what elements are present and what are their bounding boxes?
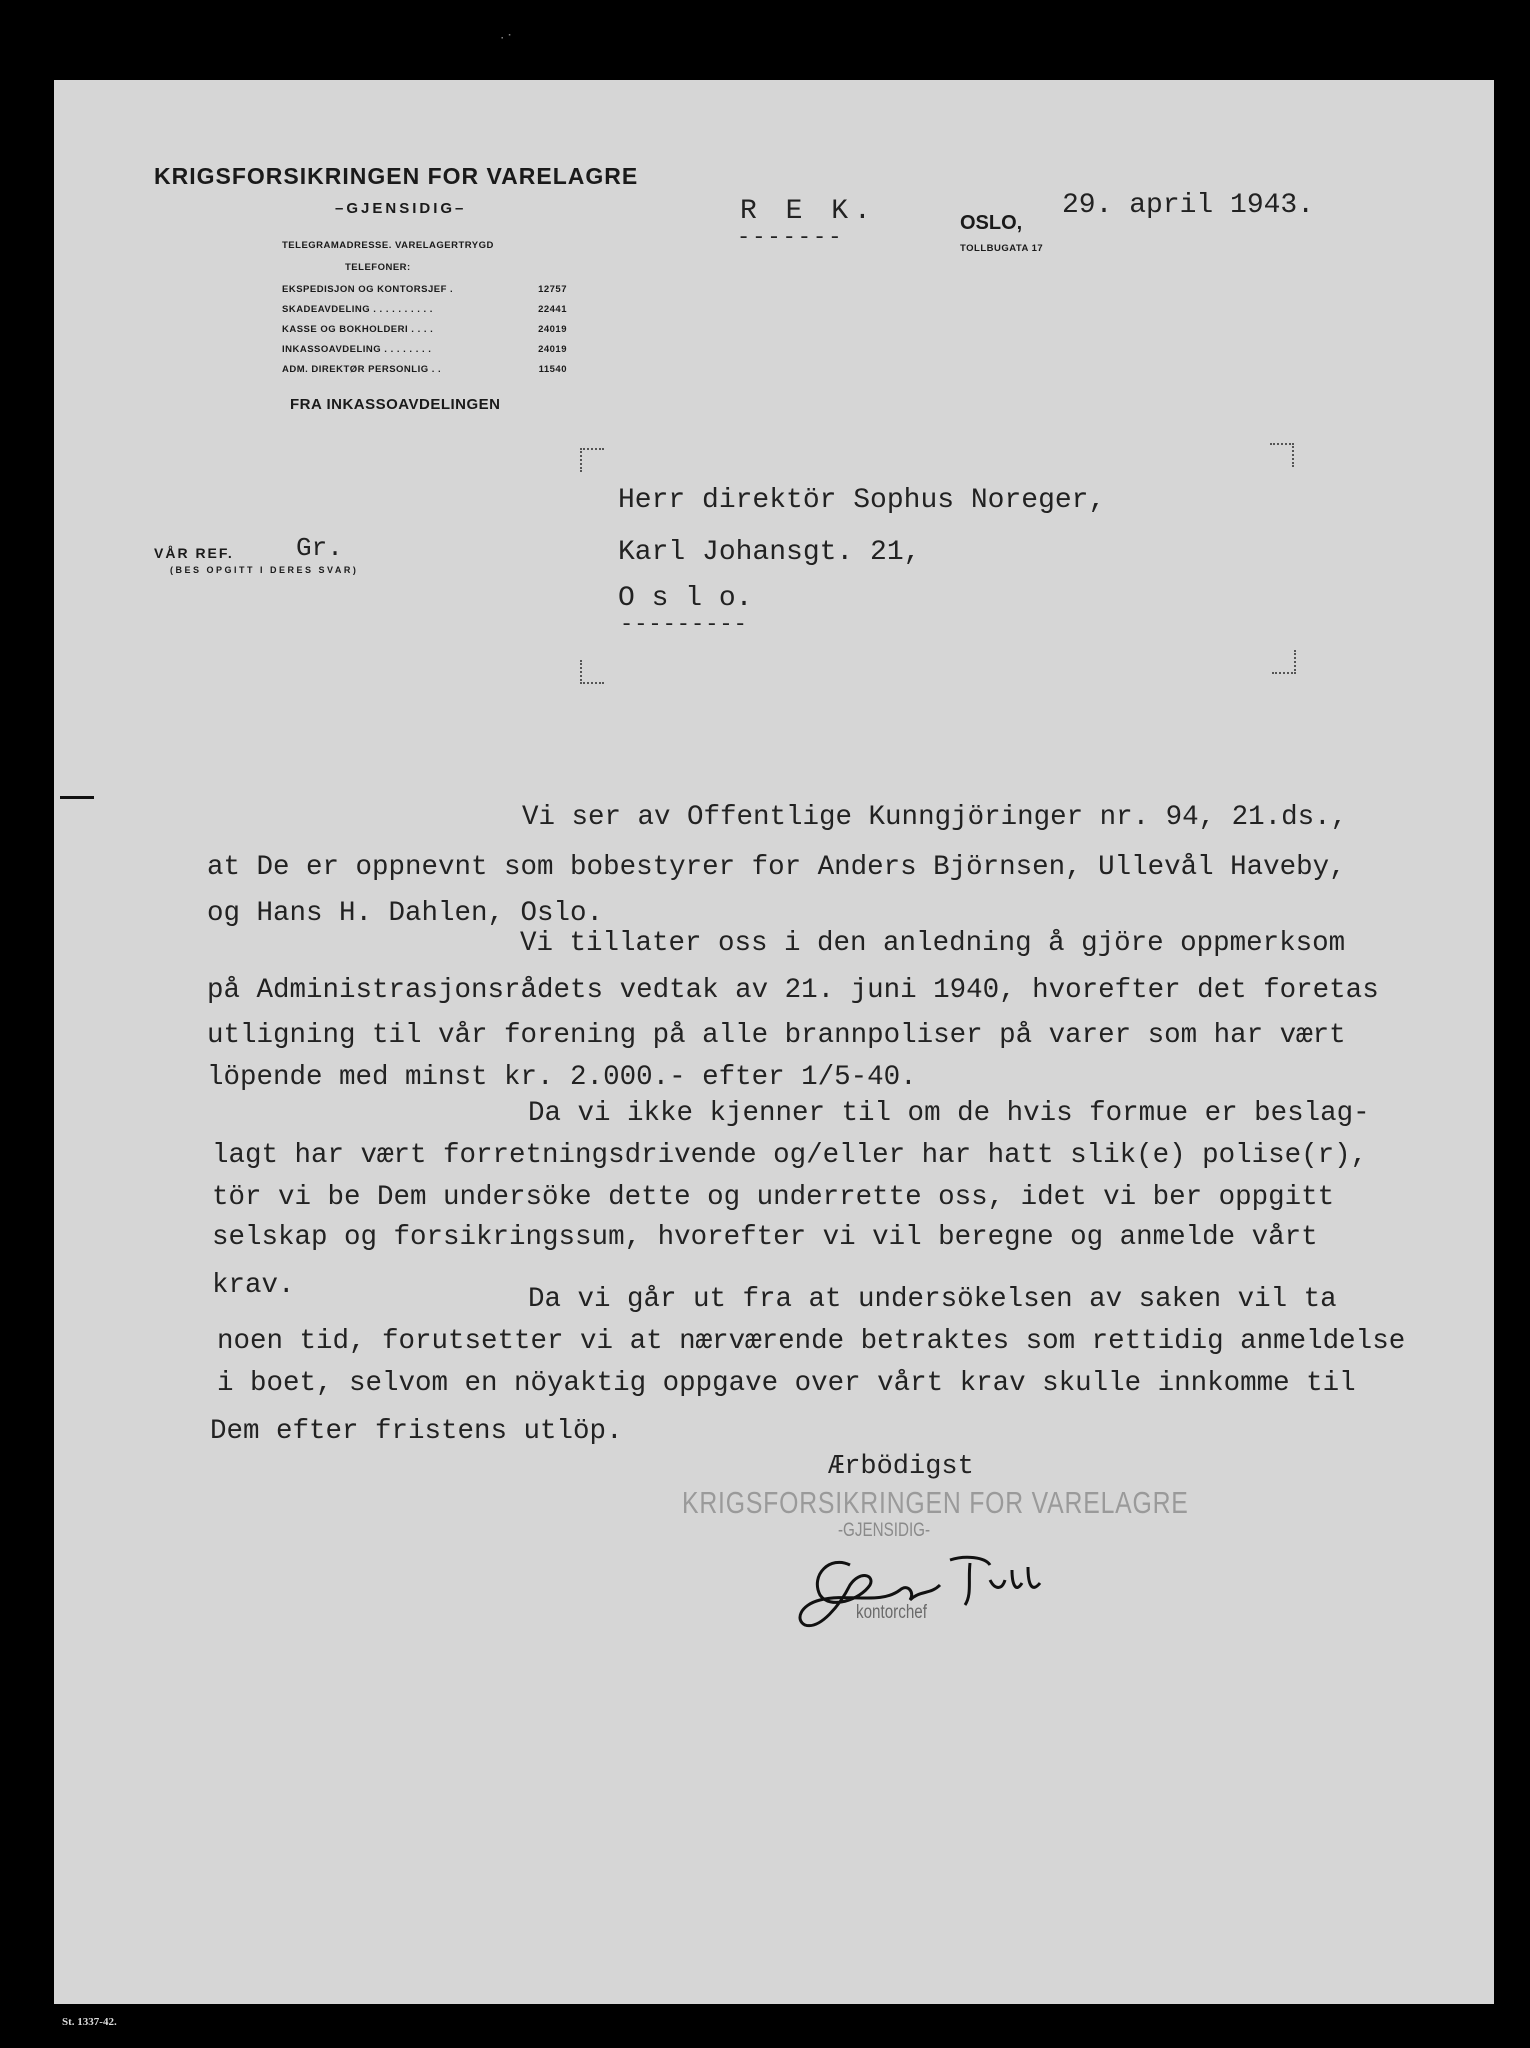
address-corner-tr xyxy=(1270,443,1294,467)
body-line: selskap og forsikringssum, hvorefter vi vil beregne og anmelde vårt xyxy=(212,1222,1318,1253)
body-line: Dem efter fristens utlöp. xyxy=(210,1416,623,1447)
phone-number: 22441 xyxy=(538,304,567,315)
phone-label: SKADEAVDELING . . . . . . . . . . xyxy=(282,304,433,315)
department: FRA INKASSOAVDELINGEN xyxy=(290,396,501,413)
street-address: TOLLBUGATA 17 xyxy=(960,243,1044,254)
company-name: KRIGSFORSIKRINGEN FOR VARELAGRE xyxy=(154,163,639,189)
address-corner-br xyxy=(1272,650,1296,674)
body-line: Da vi ikke kjenner til om de hvis formue er beslag- xyxy=(528,1098,1370,1129)
phone-number: 11540 xyxy=(538,364,567,375)
body-line: i boet, selvom en nöyaktig oppgave over vårt krav skulle innkomme til xyxy=(217,1368,1356,1399)
reference-value: Gr. xyxy=(296,533,343,563)
phones-heading: TELEFONER: xyxy=(345,262,411,273)
signature-icon xyxy=(790,1545,1050,1635)
address-corner-bl xyxy=(580,660,604,684)
stamp-subtitle: -GJENSIDIG- xyxy=(838,1520,931,1541)
body-line: löpende med minst kr. 2.000.- efter 1/5-40. xyxy=(207,1062,917,1093)
form-number: St. 1337-42. xyxy=(62,2016,117,2028)
phone-number: 12757 xyxy=(538,284,567,295)
body-line: utligning til vår forening på alle brannpoliser på varer som har vært xyxy=(207,1020,1346,1051)
phone-number: 24019 xyxy=(538,344,567,355)
phone-label: KASSE OG BOKHOLDERI . . . . xyxy=(282,324,434,335)
recipient-city: O s l o. xyxy=(618,583,753,614)
closing: Ærbödigst xyxy=(828,1452,974,1482)
phone-row xyxy=(282,364,567,384)
registered-underline: ------- xyxy=(737,225,844,250)
phone-label: EKSPEDISJON OG KONTORSJEF . xyxy=(282,284,454,295)
phone-label: INKASSOAVDELING . . . . . . . . xyxy=(282,344,432,355)
company-subtitle: –GJENSIDIG– xyxy=(335,200,467,217)
recipient-name: Herr direktör Sophus Noreger, xyxy=(618,485,1106,516)
recipient-underline: --------- xyxy=(620,612,748,637)
address-corner-tl xyxy=(580,448,604,472)
letter-date: 29. april 1943. xyxy=(1062,190,1315,221)
recipient-street: Karl Johansgt. 21, xyxy=(618,537,921,568)
registered-mark: R E K. xyxy=(740,196,877,227)
phone-row xyxy=(282,284,567,304)
body-line: på Administrasjonsrådets vedtak av 21. juni 1940, hvorefter det foretas xyxy=(207,975,1379,1006)
body-line: Da vi går ut fra at undersökelsen av saken vil ta xyxy=(528,1284,1337,1315)
scan-mark: ⠂⠁ xyxy=(500,35,515,46)
reference-note: (BES OPGITT I DERES SVAR) xyxy=(170,565,359,575)
phone-number: 24019 xyxy=(538,324,567,335)
body-line: og Hans H. Dahlen, Oslo. xyxy=(207,898,604,929)
body-line: Vi ser av Offentlige Kunngjöringer nr. 94, 21.ds., xyxy=(522,802,1348,833)
phone-row xyxy=(282,304,567,324)
telegram-address: TELEGRAMADRESSE. VARELAGERTRYGD xyxy=(282,240,494,251)
body-line: at De er oppnevnt som bobestyrer for Anders Björnsen, Ullevål Haveby, xyxy=(207,852,1346,883)
body-line: Vi tillater oss i den anledning å gjöre oppmerksom xyxy=(520,928,1346,959)
body-line: lagt har vært forretningsdrivende og/eller har hatt slik(e) polise(r), xyxy=(212,1140,1368,1171)
stamp-company: KRIGSFORSIKRINGEN FOR VARELAGRE xyxy=(682,1485,1189,1520)
city: OSLO, xyxy=(960,212,1023,234)
phone-list xyxy=(282,284,567,384)
reference-label: VÅR REF. xyxy=(154,545,234,561)
body-line: tör vi be Dem undersöke dette og underrette oss, idet vi ber oppgitt xyxy=(212,1182,1335,1213)
phone-label: ADM. DIREKTØR PERSONLIG . . xyxy=(282,364,442,375)
phone-row xyxy=(282,324,567,344)
body-line: noen tid, forutsetter vi at nærværende betraktes som rettidig anmeldelse xyxy=(217,1326,1406,1357)
margin-mark xyxy=(60,796,94,799)
stamp-title: kontorchef xyxy=(856,1602,927,1623)
phone-row xyxy=(282,344,567,364)
body-line: krav. xyxy=(212,1270,295,1301)
